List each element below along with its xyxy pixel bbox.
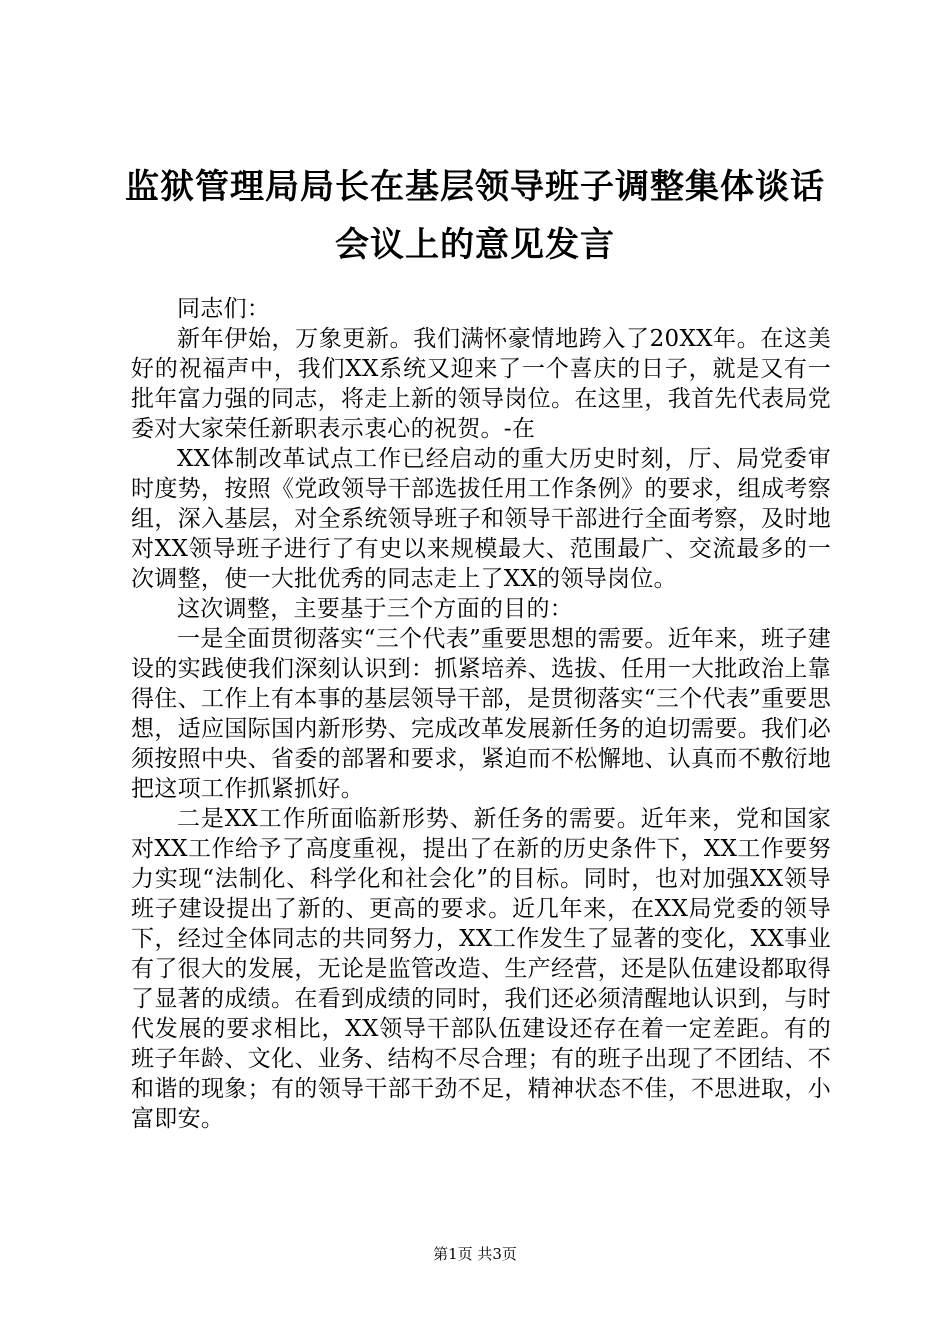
title-line-2: 会议上的意见发言 (335, 225, 615, 265)
paragraph: 新年伊始，万象更新。我们满怀豪情地跨入了20XX年。在这美好的祝福声中，我们XX系统又迎来了一个喜庆的日子，就是又有一批年富力强的同志，将走上新的领导岗位。在这里，我首先代表局党委对大家荣任新职表示衷心的祝贺。-在 (131, 326, 831, 442)
document-title (110, 158, 840, 274)
salutation: 同志们： (177, 296, 271, 322)
document-body (131, 294, 831, 1134)
paragraph: XX体制改革试点工作已经启动的重大历史时刻，厅、局党委审时度势，按照《党政领导干部选拔任用工作条例》的要求，组成考察组，深入基层，对全系统领导班子和领导干部进行全面考察，及时地对XX领导班子进行了有史以来规模最大、范围最广、交流最多的一次调整，使一大批优秀的同志走上了XX的领导岗位。 (131, 446, 831, 592)
paragraph: 这次调整，主要基于三个方面的目的： (177, 596, 574, 622)
title-line-1: 监狱管理局局长在基层领导班子调整集体谈话 (125, 167, 825, 207)
paragraph: 一是全面贯彻落实“三个代表”重要思想的需要。近年来，班子建设的实践使我们深刻认识到：抓紧培养、选拔、任用一大批政治上靠得住、工作上有本事的基层领导干部，是贯彻落实“三个代表”重要思想，适应国际国内新形势、完成改革发展新任务的迫切需要。我们必须按照中央、省委的部署和要求，紧迫而不松懈地、认真而不敷衍地把这项工作抓紧抓好。 (131, 626, 831, 802)
page-footer: 第1页 共3页 (433, 1245, 517, 1263)
paragraph: 二是XX工作所面临新形势、新任务的需要。近年来，党和国家对XX工作给予了高度重视，提出了在新的历史条件下，XX工作要努力实现“法制化、科学化和社会化”的目标。同时，也对加强XX领导班子建设提出了新的、更高的要求。近几年来，在XX局党委的领导下，经过全体同志的共同努力，XX工作发生了显著的变化，XX事业有了很大的发展，无论是监管改造、生产经营，还是队伍建设都取得了显著的成绩。在看到成绩的同时，我们还必须清醒地认识到，与时代发展的要求相比，XX领导干部队伍建设还存在着一定差距。有的班子年龄、文化、业务、结构不尽合理；有的班子出现了不团结、不和谐的现象；有的领导干部干劲不足，精神状态不佳，不思进取，小富即安。 (131, 806, 831, 1132)
